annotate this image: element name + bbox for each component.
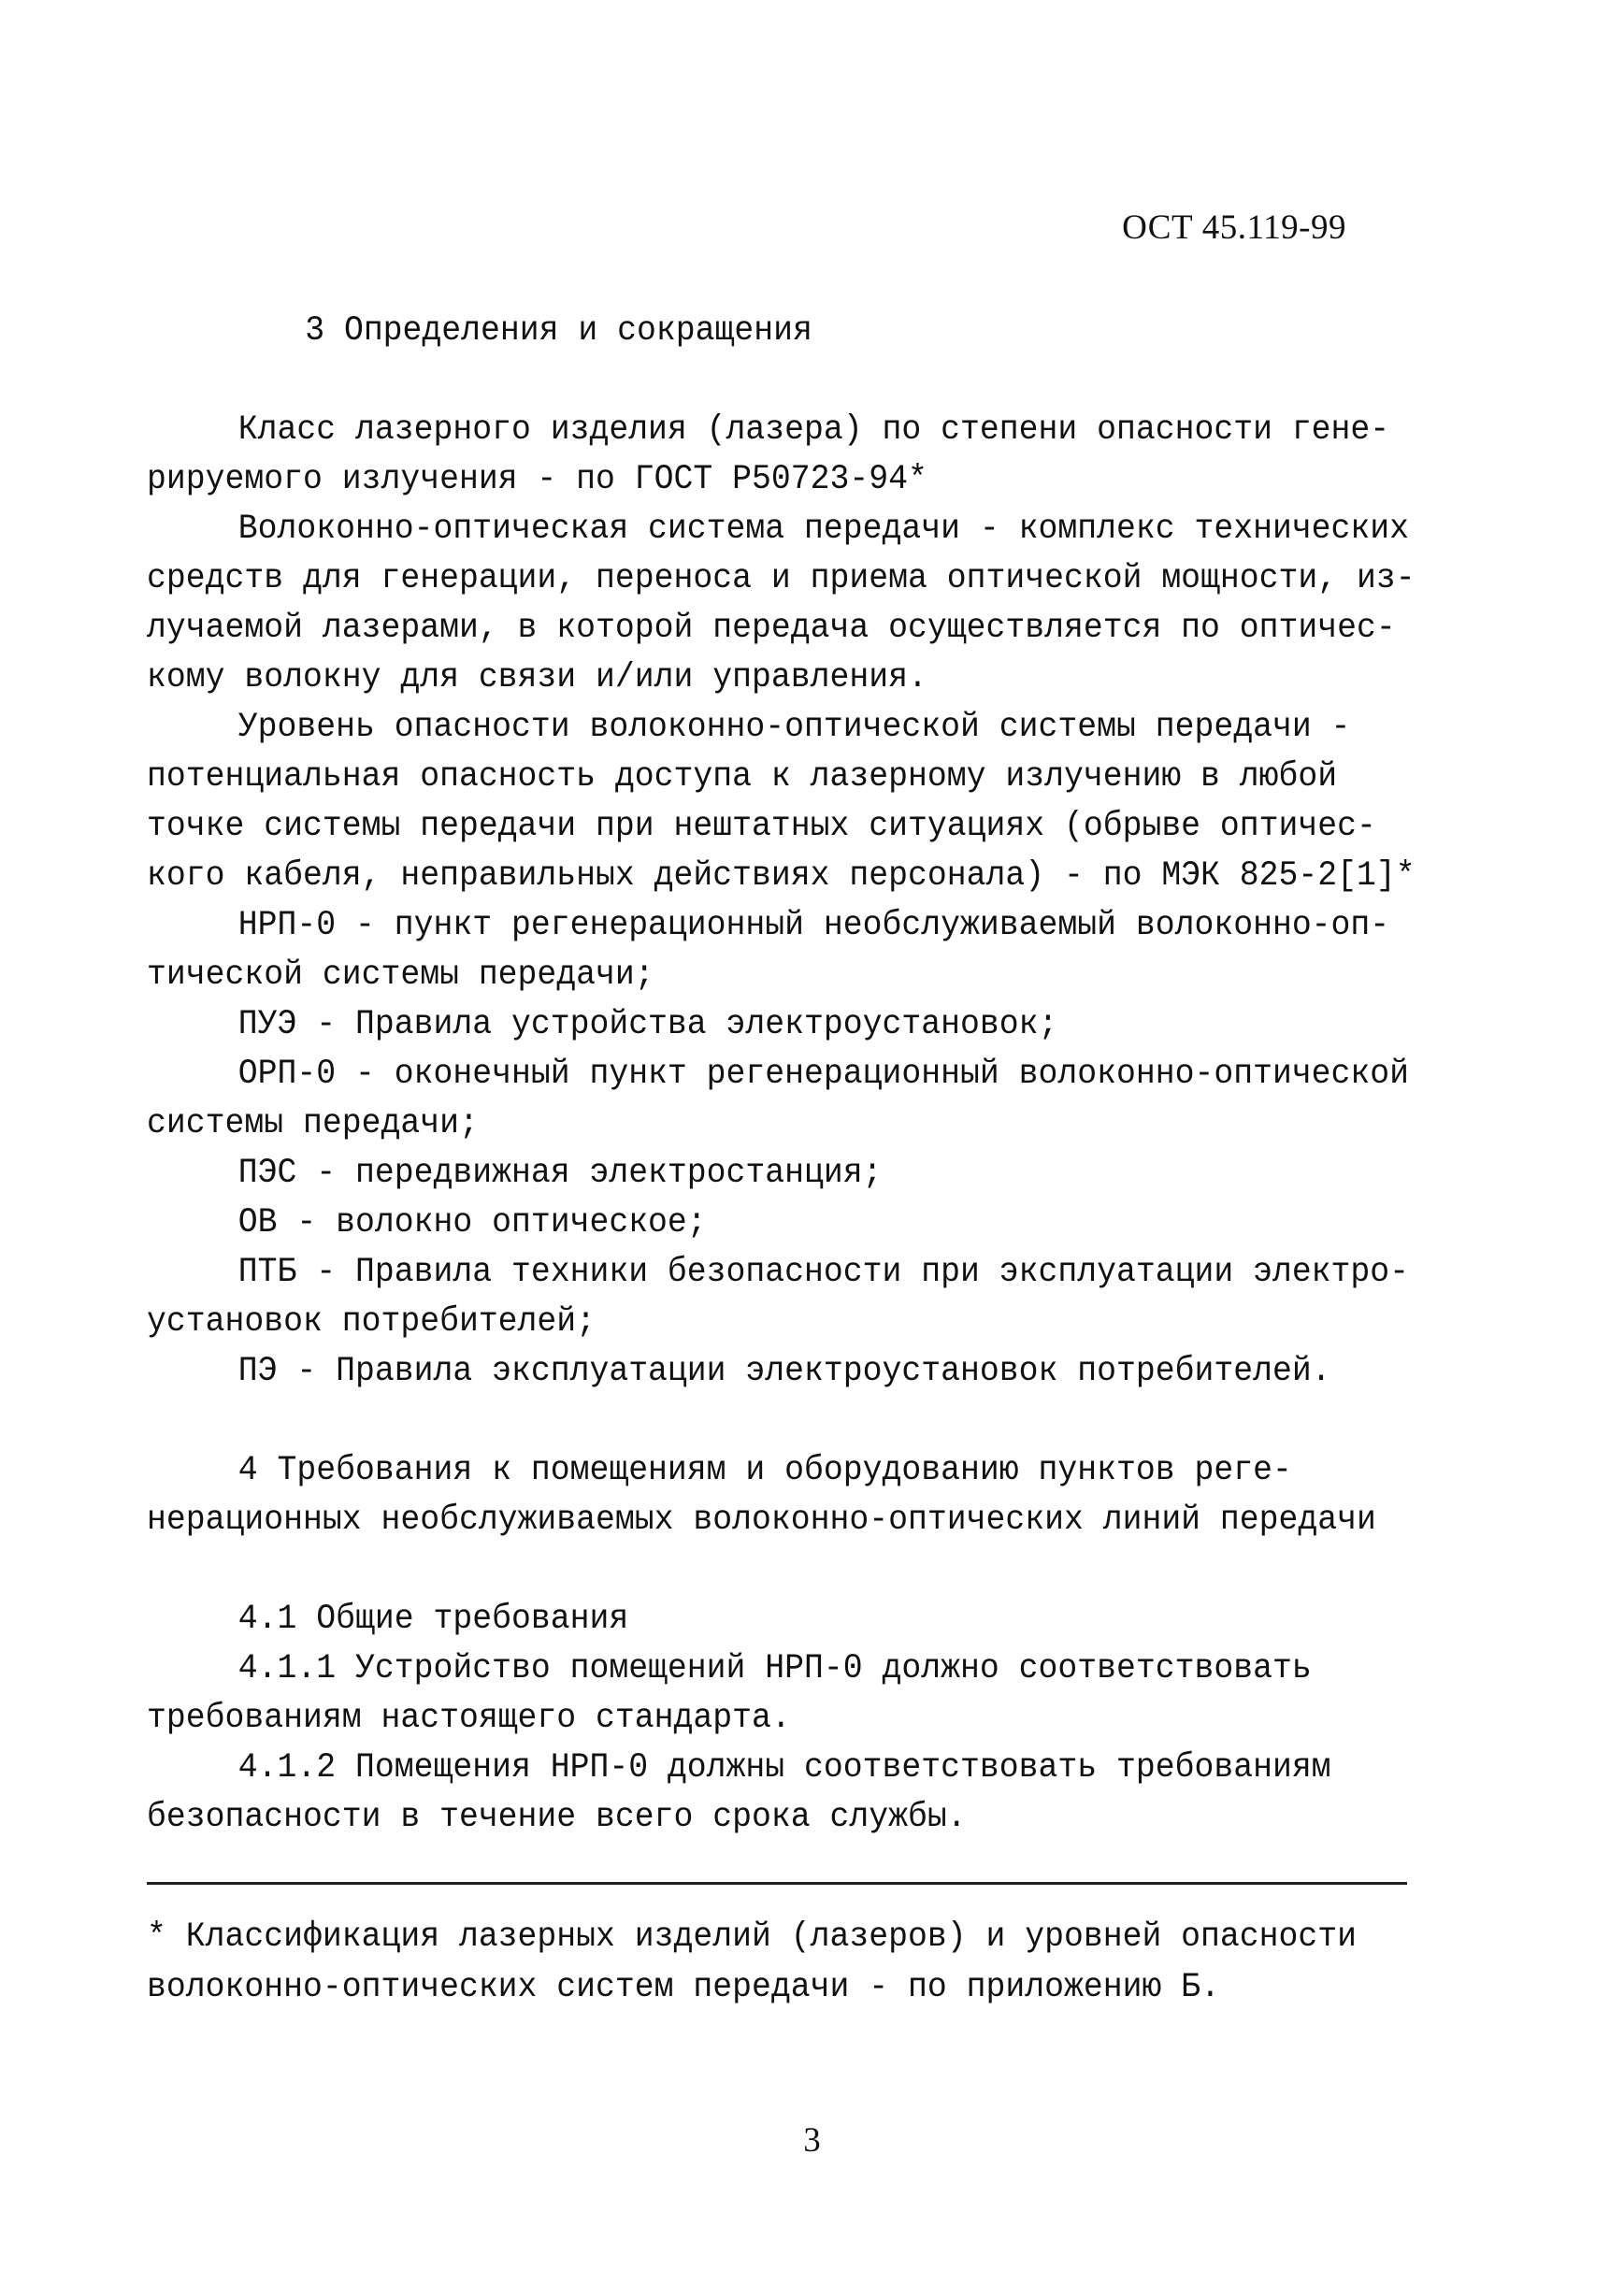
section-4-heading-continuation: нерационных необслуживаемых волоконно-оптических линий передачи [147, 1501, 1376, 1540]
text-line: 4.1.1 Устройство помещений НРП-0 должно соответствовать [237, 1649, 1312, 1688]
text-line: ОРП-0 - оконечный пункт регенерационный волоконно-оптической [237, 1055, 1410, 1094]
text-line: НРП-0 - пункт регенерационный необслуживаемый волоконно-оп- [237, 906, 1390, 945]
text-line: требованиям настоящего стандарта. [147, 1699, 791, 1738]
footnote-line: волоконно-оптических систем передачи - по приложению Б. [147, 1968, 1220, 2007]
text-line: потенциальная опасность доступа к лазерному излучению в любой [147, 757, 1338, 797]
spacer [147, 1397, 1351, 1446]
text-line: ПЭ - Правила эксплуатации электроустановок потребителей. [237, 1352, 1331, 1391]
text-line: установок потребителей; [147, 1302, 596, 1342]
text-line: Волоконно-оптическая система передачи - комплекс технических [237, 510, 1410, 549]
document-code: ОСТ 45.119-99 [1122, 208, 1346, 247]
text-line: лучаемой лазерами, в которой передача осуществляется по оптичес- [147, 609, 1396, 648]
section-4-heading: 4 Требования к помещениям и оборудованию пунктов реге- [237, 1451, 1292, 1490]
text-line: Класс лазерного изделия (лазера) по степени опасности гене- [237, 410, 1390, 450]
text-line: ПУЭ - Правила устройства электроустановок; [237, 1005, 1058, 1044]
text-line: системы передачи; [147, 1104, 479, 1143]
spacer [147, 1545, 1351, 1595]
text-line: рируемого излучения - по ГОСТ Р50723-94* [147, 460, 927, 499]
footnote-divider [147, 1882, 1407, 1885]
text-line: точке системы передачи при нештатных ситуациях (обрыве оптичес- [147, 807, 1376, 846]
text-line: кому волокну для связи и/или управления. [147, 658, 927, 697]
footnote [147, 1912, 1358, 2013]
text-line: кого кабеля, неправильных действиях персонала) - по МЭК 825-2[1]* [147, 856, 1416, 896]
text-line: ОВ - волокно оптическое; [237, 1203, 707, 1242]
page-number: 3 [803, 2121, 821, 2160]
document-body [147, 307, 1416, 1843]
text-line: ПТБ - Правила техники безопасности при эксплуатации электро- [237, 1253, 1410, 1292]
subsection-4-1-heading: 4.1 Общие требования [237, 1600, 629, 1639]
text-line: Уровень опасности волоконно-оптической системы передачи - [237, 708, 1351, 747]
text-line: ПЭС - передвижная электростанция; [237, 1154, 883, 1193]
text-line: средств для генерации, переноса и приема оптической мощности, из- [147, 559, 1416, 598]
section-3-heading: 3 Определения и сокращения [305, 311, 812, 351]
text-line: 4.1.2 Помещения НРП-0 должны соответствовать требованиям [237, 1748, 1331, 1788]
text-line: безопасности в течение всего срока службы. [147, 1798, 967, 1837]
footnote-line: * Классификация лазерных изделий (лазеров) и уровней опасности [147, 1917, 1358, 1957]
text-line: тической системы передачи; [147, 955, 654, 995]
spacer [147, 356, 1351, 406]
